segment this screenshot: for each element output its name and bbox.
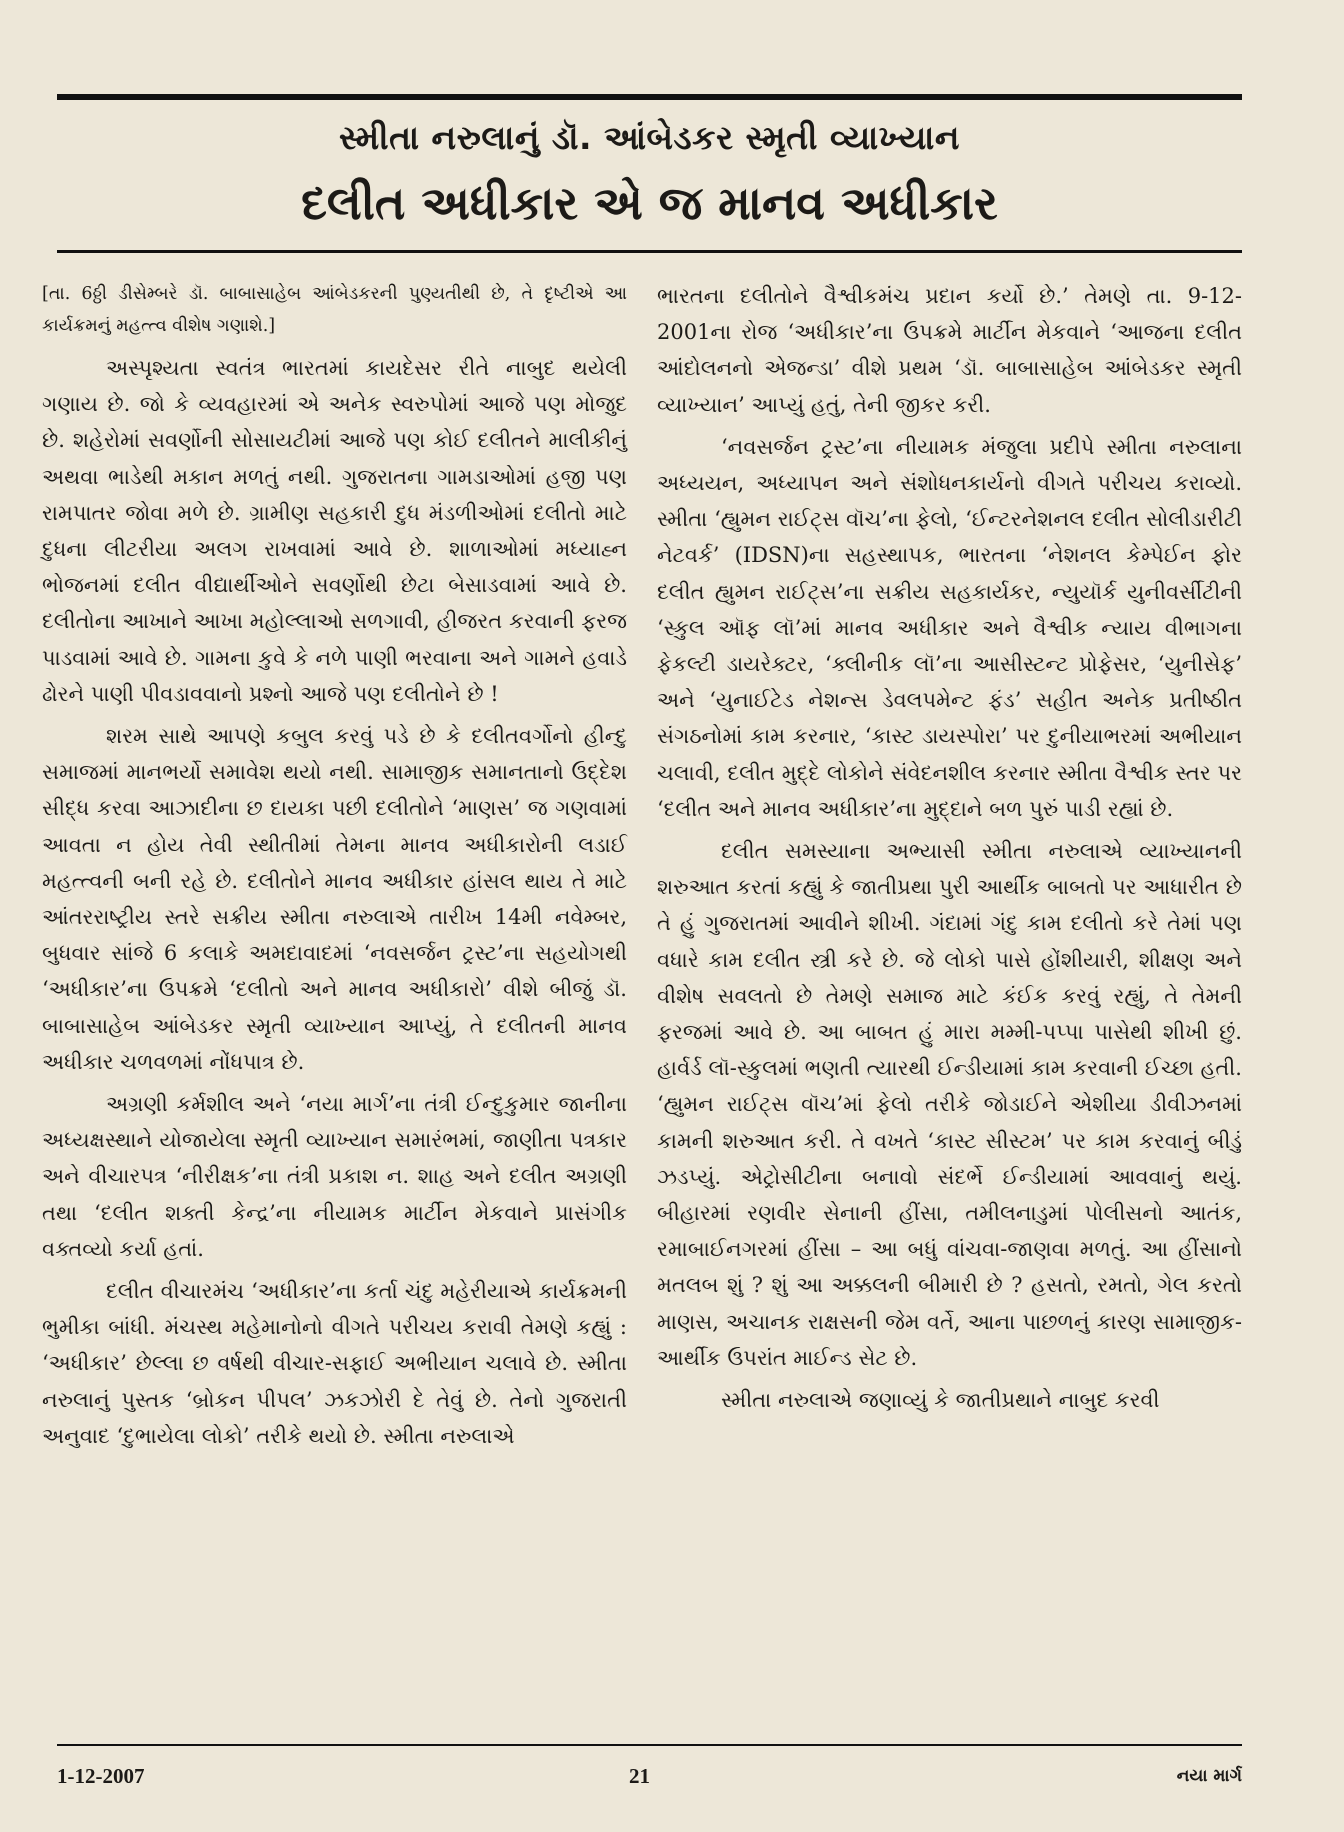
paragraph: દલીત સમસ્યાના અભ્યાસી સ્મીતા નરુલાએ વ્યાખ્યાનની શરુઆત કરતાં કહ્યું કે જાતીપ્રથા પુરી આર્થીક બાબતો પર આધારીત છે તે હું ગુજરાતમાં આવીને શીખી. ગંદામાં ગંદુ કામ દલીતો કરે તેમાં પણ વધારે કામ દલીત સ્ત્રી કરે છે. જે લોકો પાસે હોંશીયારી, શીક્ષણ અને વીશેષ સવલતો છે તેમણે સમાજ માટે કંઈક કરવું રહ્યું, તે તેમની ફરજમાં આવે છે. આ બાબત હું મારા મમ્મી-પપ્પા પાસેથી શીખી છું. હાર્વર્ડ લૉ-સ્કુલમાં ભણતી ત્યારથી ઈન્ડીયામાં કામ કરવાની ઈચ્છા હતી. ‘હ્યુમન રાઈટ્સ વૉચ’માં ફેલો તરીકે જોડાઈને એશીયા ડીવીઝનમાં કામની શરુઆત કરી. તે વખતે ‘કાસ્ટ સીસ્ટમ’ પર કામ કરવાનું બીડું ઝડપ્યું. એટ્રોસીટીના બનાવો સંદર્ભે ઈન્ડીયામાં આવવાનું થયું. બીહારમાં રણવીર સેનાની હીંસા, તમીલનાડુમાં પોલીસનો આતંક, રમાબાઈનગરમાં હીંસા – આ બધું વાંચવા-જાણવા મળતું. આ હીંસાનો મતલબ શું ? શું આ અક્કલની બીમારી છે ? હસતો, રમતો, ગેલ કરતો માણસ, અચાનક રાક્ષસની જેમ વર્તે, આના પાછળનું કારણ સામાજીક-આર્થીક ઉપરાંત માઈન્ડ સેટ છે. [657, 839, 1242, 1370]
paragraph: ‘નવસર્જન ટ્રસ્ટ’ના નીયામક મંજુલા પ્રદીપે સ્મીતા નરુલાના અધ્યયન, અધ્યાપન અને સંશોધનકાર્યનો વીગતે પરીચય કરાવ્યો. સ્મીતા ‘હ્યુમન રાઈટ્સ વૉચ’ના ફેલો, ‘ઈન્ટરનેશનલ દલીત સોલીડારીટી નેટવર્ક’ (IDSN)ના સહસ્થાપક, ભારતના ‘નેશનલ કેમ્પેઈન ફોર દલીત હ્યુમન રાઈટ્સ’ના સક્રીય સહકાર્યકર, ન્યુયૉર્ક યુનીવર્સીટીની ‘સ્કુલ ઑફ લૉ’માં માનવ અધીકાર અને વૈશ્વીક ન્યાય વીભાગના ફેકલ્ટી ડાયરેક્ટર, ‘ક્લીનીક લૉ’ના આસીસ્ટન્ટ પ્રોફેસર, ‘યુનીસેફ’ અને ‘યુનાઈટેડ નેશન્સ ડેવલપમેન્ટ ફંડ’ સહીત અનેક પ્રતીષ્ઠીત સંગઠનોમાં કામ કરનાર, ‘કાસ્ટ ડાયસ્પોરા’ પર દુનીયાભરમાં અભીયાન ચલાવી, દલીત મુદ્દે લોકોને સંવેદનશીલ કરનાર સ્મીતા વૈશ્વીક સ્તર પર ‘દલીત અને માનવ અધીકાર’ના મુદ્દાને બળ પુરું પાડી રહ્યાં છે. [657, 434, 1242, 821]
issue-date: 1-12-2007 [57, 1764, 145, 1788]
magazine-name: નયા માર્ગ [1176, 1766, 1242, 1786]
article-title: દલીત અધીકાર એ જ માનવ અધીકાર [301, 176, 998, 230]
paragraph: શરમ સાથે આપણે કબુલ કરવું પડે છે કે દલીતવર્ગોનો હીન્દુ સમાજમાં માનભર્યો સમાવેશ થયો નથી. સામાજીક સમાનતાનો ઉદ્દેશ સીદ્ધ કરવા આઝાદીના છ દાયકા પછી દલીતોને ‘માણસ’ જ ગણવામાં આવતા ન હોય તેવી સ્થીતીમાં તેમના માનવ અધીકારોની લડાઈ મહત્ત્વની બની રહે છે. દલીતોને માનવ અધીકાર હાંસલ થાય તે માટે આંતરરાષ્ટ્રીય સ્તરે સક્રીય સ્મીતા નરુલાએ તારીખ 14મી નવેમ્બર, બુધવાર સાંજે 6 કલાકે અમદાવાદમાં ‘નવસર્જન ટ્રસ્ટ’ના સહયોગથી ‘અધીકાર’ના ઉપક્રમે ‘દલીતો અને માનવ અધીકારો’ વીશે બીજું ડૉ. બાબાસાહેબ આંબેડકર સ્મૃતી વ્યાખ્યાન આપ્યું, તે દલીતની માનવ અધીકાર ચળવળમાં નોંધપાત્ર છે. [42, 724, 627, 1074]
paragraph: અસ્પૃશ્યતા સ્વતંત્ર ભારતમાં કાયદેસર રીતે નાબુદ થયેલી ગણાય છે. જો કે વ્યવહારમાં એ અનેક સ્વરુપોમાં આજે પણ મોજુદ છે. શહેરોમાં સવર્ણોની સોસાયટીમાં આજે પણ કોઈ દલીતને માલીકીનું અથવા ભાડેથી મકાન મળતું નથી. ગુજરાતના ગામડાઓમાં હજી પણ રામપાતર જોવા મળે છે. ગ્રામીણ સહકારી દુધ મંડળીઓમાં દલીતો માટે દુધના લીટરીયા અલગ રાખવામાં આવે છે. શાળાઓમાં મધ્યાહ્ન ભોજનમાં દલીત વીદ્યાર્થીઓને સવર્ણોથી છેટા બેસાડવામાં આવે છે. દલીતોના આખાને આખા મહોલ્લાઓ સળગાવી, હીજરત કરવાની ફરજ પાડવામાં આવે છે. ગામના કુવે કે નળે પાણી ભરવાના અને ગામને હવાડે ઢોરને પાણી પીવડાવવાનો પ્રશ્નો આજે પણ દલીતોને છે ! [42, 356, 627, 706]
footer-rule [57, 1744, 1242, 1746]
article-header [57, 118, 1242, 232]
paragraph: દલીત વીચારમંચ ‘અધીકાર’ના કર્તા ચંદુ મહેરીયાએ કાર્યક્રમની ભુમીકા બાંધી. મંચસ્થ મહેમાનોનો વીગતે પરીચય કરાવી તેમણે કહ્યું : ‘અધીકાર’ છેલ્લા છ વર્ષથી વીચાર-સફાઈ અભીયાન ચલાવે છે. સ્મીતા નરુલાનું પુસ્તક ‘બ્રોકન પીપલ’ ઝકઝોરી દે તેવું છે. તેનો ગુજરાતી અનુવાદ ‘દુભાયેલા લોકો’ તરીકે થયો છે. સ્મીતા નરુલાએ [42, 1279, 627, 1448]
article-subtitle: સ્મીતા નરુલાનું ડૉ. આંબેડકર સ્મૃતી વ્યાખ્યાન [339, 118, 960, 157]
top-rule [57, 94, 1242, 100]
header-bottom-rule [57, 250, 1242, 253]
paragraph: ભારતના દલીતોને વૈશ્વીકમંચ પ્રદાન કર્યો છે.’ તેમણે તા. 9-12-2001ના રોજ ‘અધીકાર’ના ઉપક્રમે માર્ટીન મેકવાને ‘આજના દલીત આંદોલનનો એજન્ડા’ વીશે પ્રથમ ‘ડૉ. બાબાસાહેબ આંબેડકર સ્મૃતી વ્યાખ્યાન’ આપ્યું હતું, તેની જીકર કરી. [657, 284, 1242, 417]
article-body [42, 278, 1242, 1718]
page-number: 21 [629, 1764, 650, 1788]
paragraph: અગ્રણી કર્મશીલ અને ‘નયા માર્ગ’ના તંત્રી ઈન્દુકુમાર જાનીના અધ્યક્ષસ્થાને યોજાયેલા સ્મૃતી વ્યાખ્યાન સમારંભમાં, જાણીતા પત્રકાર અને વીચારપત્ર ‘નીરીક્ષક’ના તંત્રી પ્રકાશ ન. શાહ અને દલીત અગ્રણી તથા ‘દલીત શક્તી કેન્દ્ર’ના નીયામક માર્ટીન મેકવાને પ્રાસંગીક વક્તવ્યો કર્યા હતાં. [42, 1092, 627, 1261]
paragraph: સ્મીતા નરુલાએ જણાવ્યું કે જાતીપ્રથાને નાબુદ કરવી [721, 1388, 1160, 1413]
editor-note: [તા. 6ઠ્ઠી ડીસેમ્બરે ડૉ. બાબાસાહેબ આંબેડકરની પુણ્યતીથી છે, તે દૃષ્ટીએ આ કાર્યક્રમનું મહત્ત્વ વીશેષ ગણાશે.] [42, 284, 627, 336]
page-footer [57, 1764, 1242, 1794]
right-column [657, 278, 1242, 1718]
left-column [42, 278, 627, 1718]
